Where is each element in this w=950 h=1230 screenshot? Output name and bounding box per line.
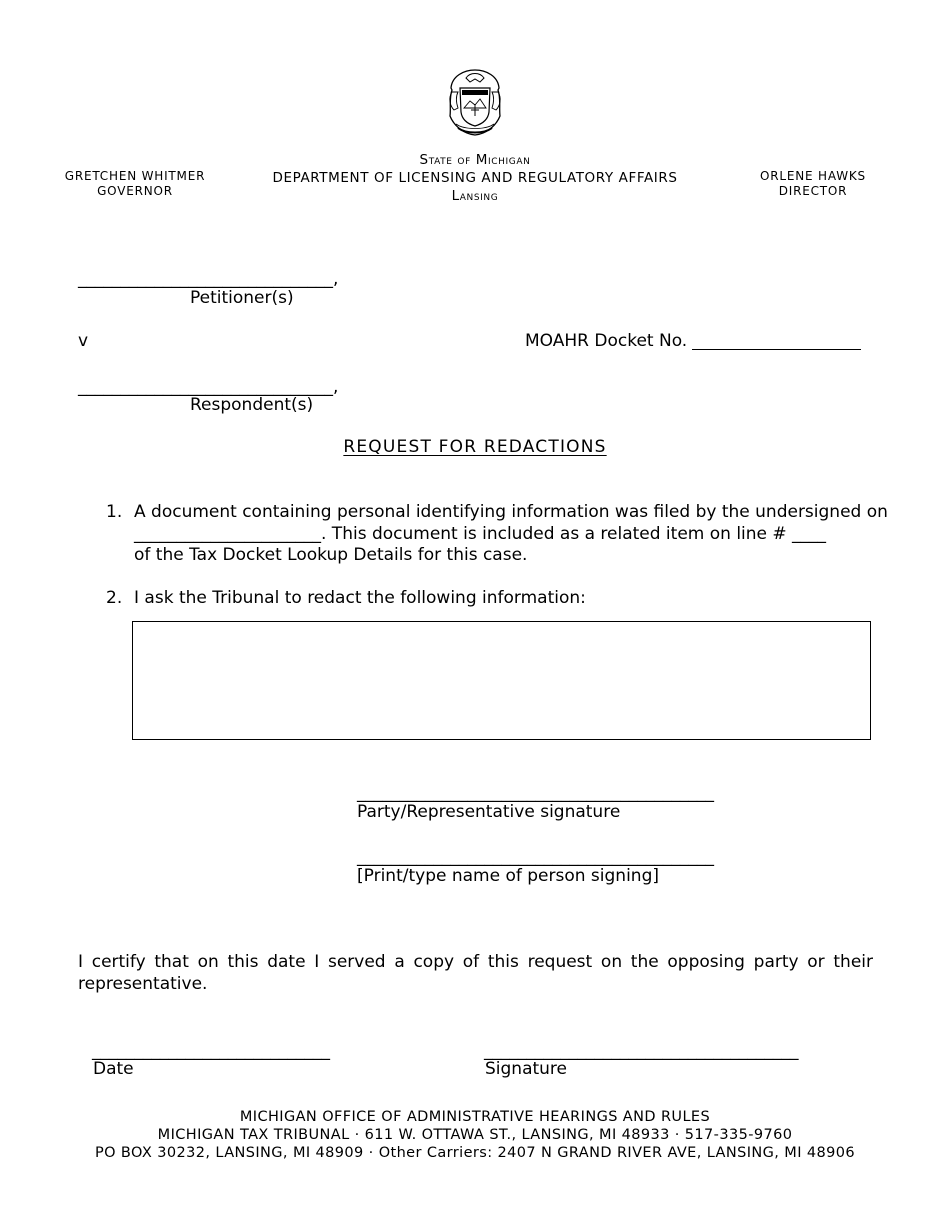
letterhead bbox=[200, 151, 750, 205]
director-title: DIRECTOR bbox=[778, 184, 848, 198]
item-1-line-2[interactable]: ______________________. This document is included as a related item on line # ____ bbox=[134, 524, 827, 544]
certification-text: I certify that on this date I served a copy of this request on the opposing party or their representative. bbox=[78, 952, 873, 994]
form-title bbox=[0, 437, 950, 457]
state-seal-icon bbox=[444, 68, 506, 138]
footer-agency: MICHIGAN OFFICE OF ADMINISTRATIVE HEARINGS AND RULES bbox=[239, 1109, 711, 1125]
docket-label: MOAHR Docket No. bbox=[525, 331, 688, 351]
department-name: DEPARTMENT OF LICENSING AND REGULATORY AFFAIRS bbox=[272, 170, 678, 186]
director-block bbox=[740, 169, 886, 199]
item-1-line-1: A document containing personal identifying information was filed by the undersigned on bbox=[134, 502, 888, 522]
versus-label: v bbox=[78, 331, 89, 351]
petitioner-blank[interactable]: ______________________________, bbox=[78, 269, 339, 289]
bottom-signature-line[interactable]: _____________________________________ bbox=[484, 1041, 799, 1061]
state-name: State of Michigan bbox=[419, 152, 531, 168]
date-line[interactable]: ____________________________ bbox=[92, 1041, 330, 1061]
form-title-text: REQUEST FOR REDACTIONS bbox=[343, 437, 607, 457]
printed-name-line[interactable]: __________________________________________ bbox=[357, 847, 714, 867]
footer-address-2: PO BOX 30232, LANSING, MI 48909 · Other Carriers: 2407 N GRAND RIVER AVE, LANSING, MI 48906 bbox=[94, 1145, 856, 1161]
respondent-label: Respondent(s) bbox=[190, 395, 314, 415]
printed-name-label: [Print/type name of person signing] bbox=[357, 866, 659, 886]
governor-block bbox=[60, 169, 210, 199]
item-2-number: 2. bbox=[106, 588, 123, 608]
footer-address-1: MICHIGAN TAX TRIBUNAL · 611 W. OTTAWA ST., LANSING, MI 48933 · 517-335-9760 bbox=[157, 1127, 793, 1143]
signature-line[interactable]: __________________________________________ bbox=[357, 783, 714, 803]
respondent-blank[interactable]: ______________________________, bbox=[78, 377, 339, 397]
redaction-info-box[interactable] bbox=[132, 621, 871, 740]
governor-name: GRETCHEN WHITMER bbox=[64, 169, 206, 183]
signature-label: Party/Representative signature bbox=[357, 802, 621, 822]
director-name: ORLENE HAWKS bbox=[760, 169, 866, 183]
item-1-line-3: of the Tax Docket Lookup Details for this case. bbox=[134, 545, 528, 565]
footer bbox=[0, 1108, 950, 1162]
docket-number-field[interactable] bbox=[692, 349, 861, 350]
item-2-line-1: I ask the Tribunal to redact the following information: bbox=[134, 588, 586, 608]
item-1-number: 1. bbox=[106, 502, 123, 522]
petitioner-label: Petitioner(s) bbox=[190, 288, 294, 308]
bottom-signature-label: Signature bbox=[485, 1059, 568, 1079]
date-label: Date bbox=[93, 1059, 134, 1079]
governor-title: GOVERNOR bbox=[97, 184, 173, 198]
city-name: Lansing bbox=[451, 188, 499, 204]
